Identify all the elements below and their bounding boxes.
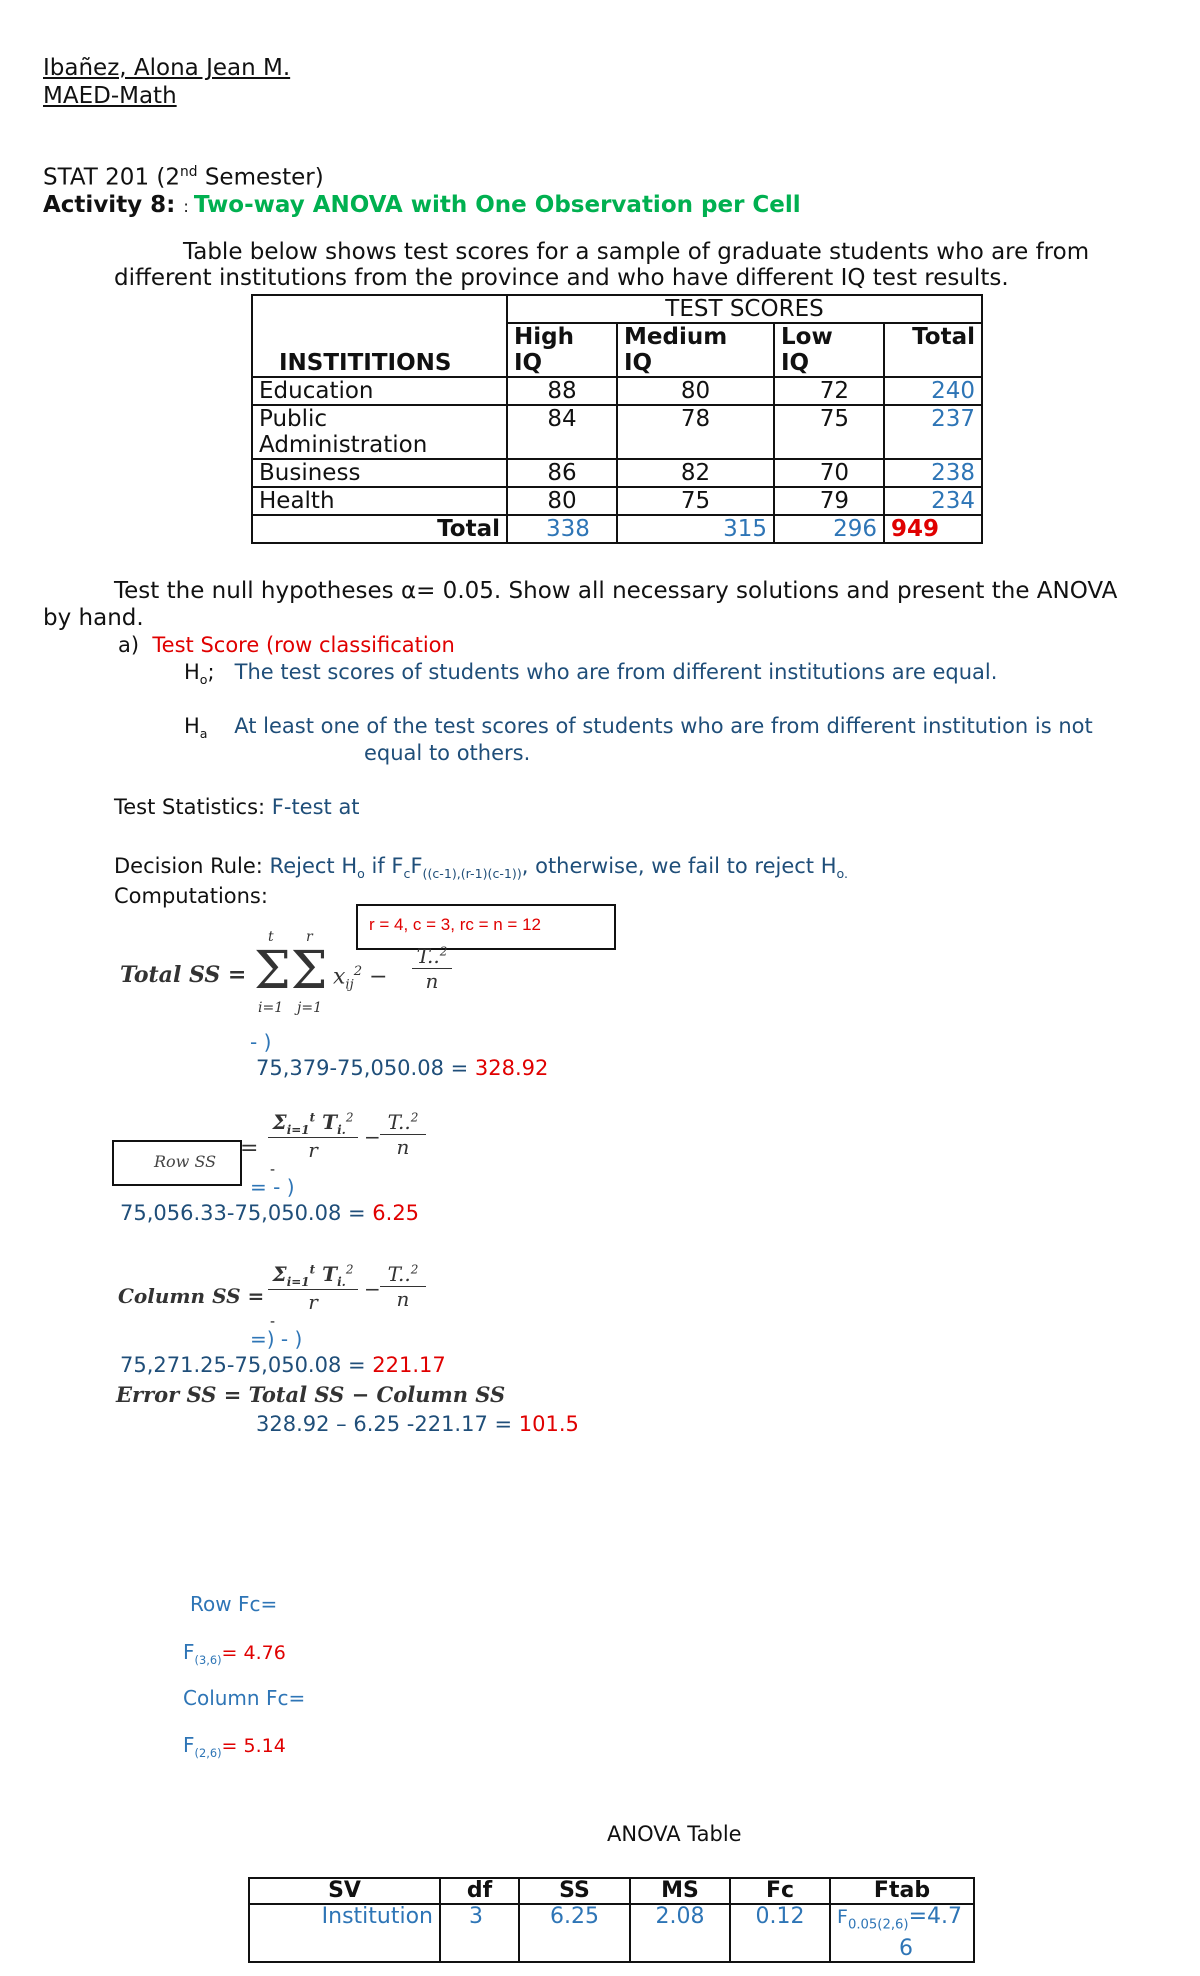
null-hypothesis: $H_o$; The test scores of students who are from different institutions are equal. [184, 660, 998, 688]
cell-low: 75 [774, 405, 884, 459]
intro-line-1: Table below shows test scores for a sample of graduate students who are from [183, 239, 1090, 265]
row-ss-fraction-2: T..$^2$ n [380, 1110, 426, 1159]
cell-high: 88 [507, 377, 617, 405]
error-ss-formula: Error SS = Total SS − Column SS [116, 1382, 506, 1407]
total-ss-stub: - ) [250, 1030, 272, 1054]
column-ss-fraction-2: T..$^2$ n [380, 1262, 426, 1311]
cell-total: 237 [884, 405, 982, 459]
row-name: Health [252, 487, 507, 515]
table-row [252, 377, 982, 405]
total-medium: 315 [617, 515, 774, 543]
anova-header-fc: Fc [730, 1878, 830, 1904]
table-row [252, 405, 982, 459]
anova-table [248, 1877, 975, 1963]
cell-total: 240 [884, 377, 982, 405]
anova-df: 3 [440, 1904, 519, 1962]
col-low-header: Low IQ [774, 323, 884, 377]
row-name: Public Administration [252, 405, 507, 459]
cell-high: 80 [507, 487, 617, 515]
anova-header-ftab: Ftab [830, 1878, 974, 1904]
anova-header-sv: SV [249, 1878, 440, 1904]
column-ftab: $F_{(2,6)}= 5.14$ [183, 1733, 286, 1760]
anova-header-ms: MS [630, 1878, 730, 1904]
institutions-header: INSTITITIONS [252, 295, 507, 377]
total-high: 338 [507, 515, 617, 543]
problem-line-1: Test the null hypotheses α= 0.05. Show all necessary solutions and present the ANOVA [114, 578, 1118, 604]
row-fc: Row Fc= [190, 1592, 278, 1616]
anova-header-df: df [440, 1878, 519, 1904]
cell-low: 79 [774, 487, 884, 515]
sum-top-1: t [268, 929, 274, 945]
cell-medium: 78 [617, 405, 774, 459]
alt-hypothesis: $H_a$ At least one of the test scores of students who are from different institution is not [184, 714, 1093, 742]
total-ss-term: $x_{ij}^2$ − [333, 964, 388, 993]
table-row [252, 459, 982, 487]
error-ss-calculation: 328.92 – 6.25 -221.17 = 101.5 [256, 1412, 579, 1436]
row-ss-calculation: 75,056.33-75,050.08 = 6.25 [120, 1201, 420, 1225]
cell-high: 84 [507, 405, 617, 459]
cell-medium: 80 [617, 377, 774, 405]
parameters-box [356, 904, 616, 950]
column-ss-minus: − [364, 1277, 381, 1301]
row-ss-label: Row SS [154, 1152, 217, 1171]
activity-heading: Activity 8: : Two-way ANOVA with One Observation per Cell [43, 192, 801, 218]
row-ss-stub: = - ) [250, 1175, 295, 1199]
sum-top-2: r [306, 929, 313, 945]
anova-ss: 6.25 [519, 1904, 630, 1962]
cell-total: 234 [884, 487, 982, 515]
table-row [252, 487, 982, 515]
row-ss-fraction: $\Sigma_{i=1}^t$ $T_{i.}^2$ r [268, 1110, 358, 1162]
anova-sv: Institution [249, 1904, 440, 1962]
cell-low: 70 [774, 459, 884, 487]
anova-ftab: $F_{0.05(2,6)}=4.7$ 6 [830, 1904, 974, 1962]
row-name: Education [252, 377, 507, 405]
part-a-heading: a) Test Score (row classification [118, 633, 455, 657]
total-row [252, 515, 982, 543]
total-ss-label: Total SS = [120, 962, 247, 988]
anova-caption: ANOVA Table [607, 1822, 742, 1846]
test-scores-header: TEST SCORES [507, 295, 982, 323]
double-sum-icon: ΣΣ [254, 941, 328, 1001]
problem-line-2: by hand. [43, 605, 144, 631]
test-scores-table [251, 294, 983, 544]
total-ss-fraction: T..$^2$ n [412, 944, 452, 993]
row-ss-box [112, 1140, 242, 1186]
column-ss-fraction: $\Sigma_{i=1}^t$ $T_{i.}^2$ r [268, 1262, 358, 1314]
cell-medium: 75 [617, 487, 774, 515]
col-total-header: Total [884, 323, 982, 377]
author-name: Ibañez, Alona Jean M. [43, 55, 291, 81]
decision-rule: Decision Rule: Reject $H_o$ if $F_cF_{((c-1),(r-1)(c-1))}$, otherwise, we fail to reject $H_{o.}$ [114, 854, 848, 882]
col-high-header: High IQ [507, 323, 617, 377]
column-ss-dash: - [270, 1314, 276, 1330]
column-ss-stub: =) - ) [250, 1327, 303, 1351]
column-ss-calculation: 75,271.25-75,050.08 = 221.17 [120, 1353, 446, 1377]
total-label: Total [252, 515, 507, 543]
cell-total: 238 [884, 459, 982, 487]
cell-high: 86 [507, 459, 617, 487]
alt-hypothesis-cont: equal to others. [364, 741, 531, 765]
total-low: 296 [774, 515, 884, 543]
column-fc: Column Fc= [183, 1686, 306, 1710]
grand-total: 949 [884, 515, 982, 543]
anova-header-ss: SS [519, 1878, 630, 1904]
computations-label: Computations: [114, 884, 268, 908]
table-row [249, 1904, 974, 1962]
col-medium-header: Medium IQ [617, 323, 774, 377]
column-ss-label: Column SS = [118, 1284, 265, 1308]
test-statistic: Test Statistics: F-test at [114, 795, 360, 819]
program-name: MAED-Math [43, 83, 177, 109]
sum-bottom-1: i=1 [258, 1000, 284, 1016]
course-title: STAT 201 (2nd Semester) [43, 164, 324, 191]
anova-ms: 2.08 [630, 1904, 730, 1962]
intro-line-2: different institutions from the province and who have different IQ test results. [114, 265, 1009, 291]
row-ss-minus: − [364, 1125, 381, 1149]
total-ss-calculation: 75,379-75,050.08 = 328.92 [256, 1056, 549, 1080]
row-ftab: $F_{(3,6)}= 4.76$ [183, 1640, 286, 1667]
row-ss-equals: = [240, 1136, 259, 1161]
row-name: Business [252, 459, 507, 487]
cell-low: 72 [774, 377, 884, 405]
anova-fc: 0.12 [730, 1904, 830, 1962]
cell-medium: 82 [617, 459, 774, 487]
row-ss-dash: - [270, 1162, 276, 1178]
sum-bottom-2: j=1 [297, 1000, 322, 1016]
parameters-text: r = 4, c = 3, rc = n = 12 [369, 915, 541, 934]
